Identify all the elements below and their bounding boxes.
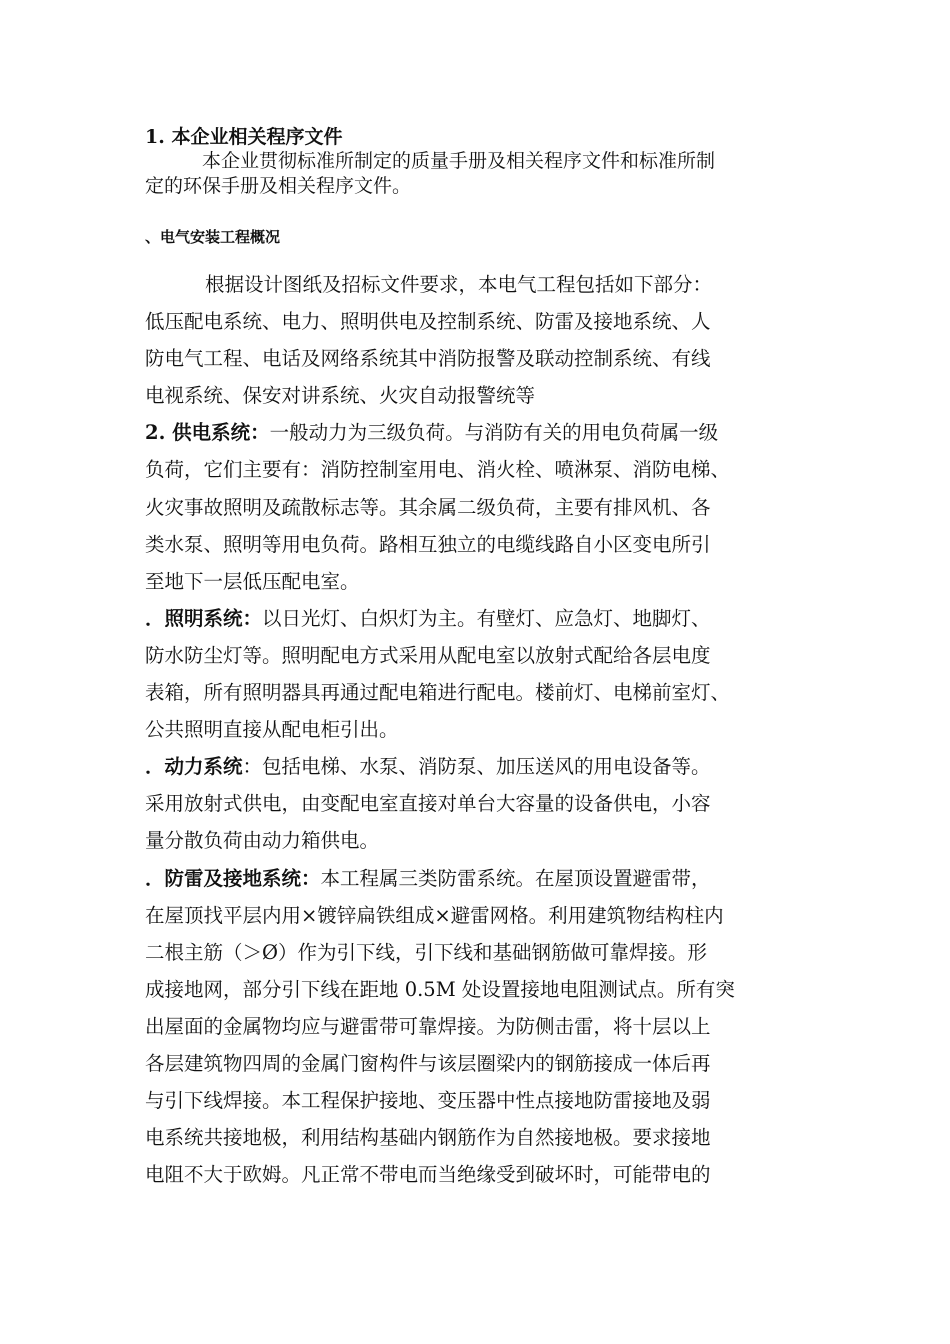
power-system-colon: ： [242,755,263,779]
overview-line: 电视系统、保安对讲系统、火灾自动报警统等 [145,384,536,408]
overview-line: 低压配电系统、电力、照明供电及控制系统、防雷及接地系统、人 [145,310,711,334]
power-supply-line: 类水泵、照明等用电负荷。路相互独立的电缆线路自小区变电所引 [145,532,711,556]
power-supply-first-line [145,414,835,451]
lighting-line: 表箱，所有照明器具再通过配电箱进行配电。楼前灯、电梯前室灯、 [145,681,731,705]
lightning-grounding-text: 本工程属三类防雷系统。在屋顶设置避雷带， [320,866,711,890]
overview-paragraph [145,266,835,414]
lighting-line: 公共照明直接从配电柜引出。 [145,718,399,742]
power-system-line: 采用放射式供电，由变配电室直接对单台大容量的设备供电，小容 [145,792,711,816]
power-system-line: 量分散负荷由动力箱供电。 [145,829,380,853]
power-supply-line: 火灾事故照明及疏散标志等。其余属二级负荷，主要有排风机、各 [145,495,711,519]
lightning-grounding-line: 电阻不大于欧姆。凡正常不带电而当绝缘受到破坏时，可能带电的 [145,1163,711,1187]
power-supply-text: 一般动力为三级负荷。与消防有关的用电负荷属一级 [269,421,719,445]
lighting-text: 以日光灯、白炽灯为主。有壁灯、应急灯、地脚灯、 [262,606,711,630]
power-supply-paragraph [145,414,835,599]
power-system-paragraph [145,748,835,859]
power-system-first-line [145,748,835,785]
lightning-grounding-line: 与引下线焊接。本工程保护接地、变压器中性点接地防雷接地及弱 [145,1089,711,1113]
section-1-paragraph [145,149,815,199]
lightning-grounding-paragraph [145,860,835,1194]
lighting-first-line [145,600,835,637]
lightning-grounding-line: 出屋面的金属物均应与避雷带可靠焊接。为防侧击雷，将十层以上 [145,1014,711,1038]
section-1-line-2: 定的环保手册及相关程序文件。 [145,175,412,197]
lighting-paragraph [145,600,835,748]
power-supply-line: 负荷，它们主要有：消防控制室用电、消火栓、喷淋泵、消防电梯、 [145,458,731,482]
lightning-grounding-line: 成接地网，部分引下线在距地 0.5M 处设置接地电阻测试点。所有突 [145,977,735,1001]
lighting-line: 防水防尘灯等。照明配电方式采用从配电室以放射式配给各层电度 [145,643,711,667]
lightning-grounding-line: 二根主筋（＞Ø）作为引下线，引下线和基础钢筋做可靠焊接。形 [145,940,707,964]
overview-line: 防电气工程、电话及网络系统其中消防报警及联动控制系统、有线 [145,347,711,371]
lightning-grounding-line: 电系统共接地极，利用结构基础内钢筋作为自然接地极。要求接地 [145,1126,711,1150]
section-1-heading: 1. 本企业相关程序文件 [145,126,343,148]
section-2-body [145,266,835,1193]
lightning-grounding-label: ．防雷及接地系统： [145,866,321,890]
lightning-grounding-line: 各层建筑物四周的金属门窗构件与该层圈梁内的钢筋接成一体后再 [145,1051,711,1075]
section-1-line-1: 本企业贯彻标准所制定的质量手册及相关程序文件和标准所制 [202,150,716,172]
overview-line: 根据设计图纸及招标文件要求，本电气工程包括如下部分： [205,273,713,296]
section-1-body [145,149,815,199]
lightning-grounding-line: 在屋顶找平层内用×镀锌扁铁组成×避雷网格。利用建筑物结构柱内 [145,903,724,927]
lightning-grounding-first-line [145,860,835,897]
power-supply-line: 至地下一层低压配电室。 [145,569,360,593]
power-supply-label: 2. 供电系统： [145,421,270,445]
power-system-text: 包括电梯、水泵、消防泵、加压送风的用电设备等。 [262,755,711,779]
power-system-label: ．动力系统 [145,755,243,779]
section-2-heading: 、电气安装工程概况 [145,228,281,246]
lighting-label: ．照明系统： [145,606,263,630]
